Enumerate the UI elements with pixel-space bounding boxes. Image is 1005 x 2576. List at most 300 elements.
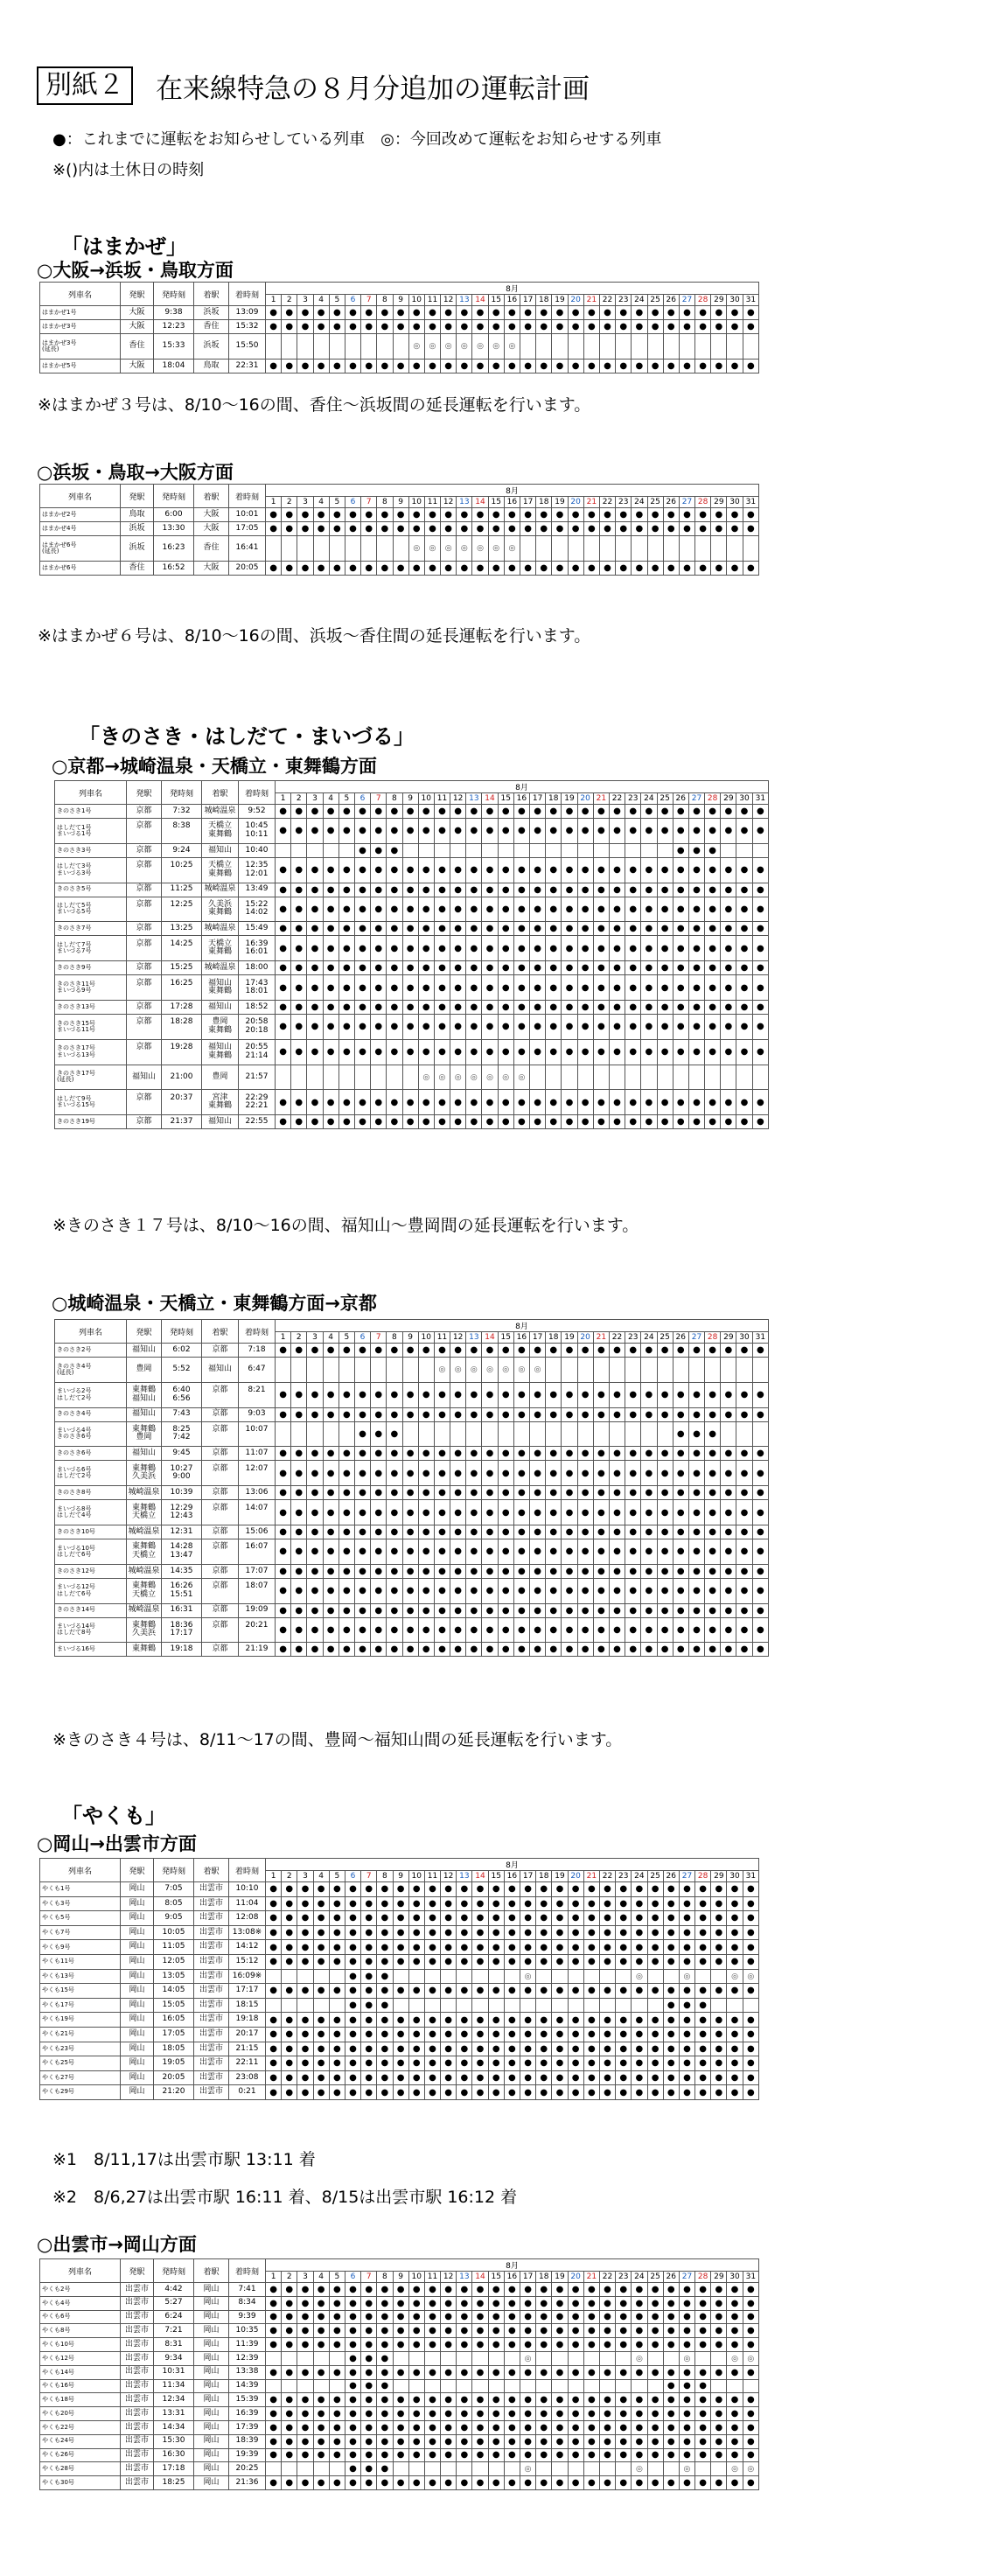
operation-mark: ● [297, 561, 313, 575]
operation-mark: ● [266, 2283, 282, 2297]
operation-mark: ● [450, 857, 466, 883]
operation-mark [291, 843, 307, 857]
cell-line: 大阪 [203, 509, 220, 519]
cell-line: きのさき10号 [57, 1527, 95, 1535]
column-header: 発駅 [121, 485, 154, 508]
operation-mark: ● [552, 359, 568, 373]
destination-station [202, 1039, 239, 1065]
operation-mark: ● [313, 2420, 329, 2434]
operation-mark: ● [338, 922, 354, 936]
operation-mark: ● [536, 1911, 552, 1926]
day-header: 20 [568, 497, 583, 508]
operation-mark: ● [616, 2310, 632, 2324]
operation-mark: ● [418, 1115, 434, 1129]
destination-station [194, 2085, 229, 2100]
day-header: 13 [457, 497, 472, 508]
cell-line: まいづる2号 [57, 1387, 92, 1395]
operation-mark: ● [546, 1090, 562, 1115]
operation-mark [402, 1065, 418, 1090]
cell-line: まいづる13号 [57, 1051, 95, 1058]
operation-mark: ● [361, 1969, 377, 1984]
yakumo-arrival-note: ※2 8/6,27は出雲市駅 16:11 着、8/15は出雲市駅 16:12 着 [52, 2188, 518, 2207]
operation-mark: ● [520, 2420, 536, 2434]
operation-mark: ● [632, 522, 647, 536]
operation-mark: ● [297, 2324, 313, 2338]
day-header: 22 [609, 1332, 625, 1344]
cell-line: 岡山 [203, 2422, 220, 2432]
arrival-time [239, 1115, 276, 1129]
operation-mark: ● [536, 2056, 552, 2071]
operation-mark: ◎ [466, 1358, 482, 1383]
operation-mark: ● [282, 508, 297, 522]
origin-station [121, 1998, 154, 2013]
origin-station [121, 306, 154, 320]
operation-mark: ● [450, 897, 466, 922]
operation-mark: ● [307, 1525, 323, 1539]
operation-mark: ● [387, 922, 402, 936]
operation-mark [504, 2379, 520, 2393]
operation-mark: ● [338, 883, 354, 897]
cell-line: きのさき6号 [57, 1433, 92, 1441]
cell-line: 京都 [212, 1542, 228, 1552]
departure-time [162, 1115, 202, 1129]
operation-mark: ● [679, 2283, 694, 2297]
operation-mark [657, 1421, 673, 1447]
cell-line: 京都 [136, 978, 152, 988]
operation-mark [536, 2379, 552, 2393]
day-header: 31 [752, 793, 768, 805]
cell-line: 16:25 [170, 978, 193, 988]
operation-mark: ● [329, 2070, 345, 2085]
operation-mark: ● [361, 2027, 377, 2042]
operation-mark [711, 536, 727, 562]
operation-mark: ● [752, 1486, 768, 1500]
destination-station [202, 1525, 239, 1539]
operation-mark: ● [313, 2393, 329, 2407]
operation-mark: ● [402, 922, 418, 936]
operation-mark [641, 1421, 657, 1447]
table-row [55, 1014, 769, 1039]
operation-mark [711, 2462, 727, 2476]
operation-mark: ◎ [434, 1065, 450, 1090]
operation-mark: ● [371, 1447, 387, 1461]
operation-mark: ● [552, 508, 568, 522]
day-header: 14 [472, 2272, 488, 2283]
operation-mark: ● [393, 359, 408, 373]
operation-mark: ● [663, 2085, 679, 2100]
arrival-time [229, 1984, 266, 1999]
operation-mark: ● [323, 1578, 338, 1603]
operation-mark: ● [276, 805, 291, 819]
operation-mark: ● [498, 975, 513, 1001]
operation-mark: ● [354, 1603, 370, 1617]
operation-mark: ● [276, 1407, 291, 1421]
operation-mark: ◎ [743, 2351, 758, 2365]
departure-time [162, 975, 202, 1001]
operation-mark: ● [338, 1643, 354, 1657]
operation-mark: ● [482, 1382, 498, 1407]
day-header: 22 [599, 1871, 615, 1882]
section-title: 「やくも」 [61, 1804, 166, 1828]
operation-mark: ● [313, 1984, 329, 1999]
operation-mark: ● [609, 1000, 625, 1014]
direction-title: ○浜坂・鳥取→大阪方面 [37, 462, 234, 483]
operation-mark: ● [736, 1090, 752, 1115]
cell-line: 城崎温泉 [204, 962, 236, 972]
operation-mark: ● [727, 1911, 743, 1926]
operation-mark: ● [625, 1603, 641, 1617]
operation-mark: ● [536, 508, 552, 522]
table-row [40, 1940, 759, 1955]
operation-mark: ● [562, 975, 577, 1001]
operation-mark [695, 1969, 711, 1984]
train-name [40, 561, 121, 575]
train-name [40, 2393, 121, 2407]
operation-mark: ● [424, 1940, 440, 1955]
operation-mark: ● [705, 883, 721, 897]
operation-mark: ● [472, 561, 488, 575]
operation-mark: ● [577, 1039, 593, 1065]
operation-mark: ● [276, 1539, 291, 1564]
day-header: 28 [695, 2272, 711, 2283]
operation-mark: ● [688, 1447, 704, 1461]
operation-mark [387, 1065, 402, 1090]
train-name [55, 922, 127, 936]
operation-mark: ● [688, 897, 704, 922]
operation-mark: ● [482, 1115, 498, 1129]
operation-mark: ● [673, 1421, 688, 1447]
operation-mark: ● [354, 1564, 370, 1578]
cell-line: やくも15号 [42, 1986, 74, 1994]
operation-mark: ● [546, 1461, 562, 1486]
operation-mark: ● [647, 561, 663, 575]
operation-mark: ● [450, 1039, 466, 1065]
cell-line: 岡山 [203, 2477, 220, 2487]
cell-line: 6:24 [164, 2312, 183, 2321]
operation-mark: ● [657, 936, 673, 961]
operation-mark: ● [450, 1500, 466, 1525]
operation-mark: ● [568, 522, 583, 536]
operation-mark: ● [577, 1344, 593, 1358]
operation-mark: ● [616, 320, 632, 334]
cell-line: 20:05 [235, 562, 259, 572]
cell-line: 9:38 [164, 307, 183, 317]
operation-mark: ● [673, 1115, 688, 1129]
operation-mark: ● [488, 2013, 504, 2028]
operation-mark: ● [387, 883, 402, 897]
arrival-time [239, 883, 276, 897]
operation-mark: ● [593, 1564, 609, 1578]
operation-mark: ● [609, 1603, 625, 1617]
operation-mark [599, 536, 615, 562]
operation-mark: ● [276, 1578, 291, 1603]
operation-mark: ● [641, 883, 657, 897]
operation-mark: ● [498, 1578, 513, 1603]
day-header: 6 [354, 793, 370, 805]
operation-mark [520, 2379, 536, 2393]
operation-mark: ● [679, 359, 694, 373]
operation-mark: ● [361, 1984, 377, 1999]
operation-mark [657, 843, 673, 857]
operation-mark: ● [450, 819, 466, 844]
operation-mark: ● [387, 975, 402, 1001]
operation-mark: ● [329, 2085, 345, 2100]
operation-mark: ● [647, 2296, 663, 2310]
cell-line: やくも17号 [42, 2000, 74, 2008]
destination-station [202, 961, 239, 975]
operation-mark: ● [695, 2420, 711, 2434]
operation-mark: ● [307, 897, 323, 922]
month-header: 8月 [276, 1320, 769, 1332]
operation-mark: ● [679, 508, 694, 522]
operation-mark [329, 2351, 345, 2365]
cell-line: 福知山 [131, 1449, 156, 1458]
operation-mark: ● [513, 1486, 529, 1500]
day-header: 1 [266, 2272, 282, 2283]
operation-mark: ● [657, 961, 673, 975]
day-header: 9 [393, 295, 408, 306]
day-header: 8 [377, 497, 393, 508]
operation-mark: ● [641, 1539, 657, 1564]
arrival-time [239, 975, 276, 1001]
operation-mark: ● [711, 2393, 727, 2407]
operation-mark: ● [291, 1617, 307, 1643]
day-header: 10 [408, 2272, 424, 2283]
operation-mark: ● [472, 2448, 488, 2462]
operation-mark: ● [727, 2393, 743, 2407]
operation-mark: ● [695, 2379, 711, 2393]
operation-mark: ● [408, 2070, 424, 2085]
operation-mark: ● [695, 2056, 711, 2071]
cell-line: 出雲市 [124, 2422, 149, 2432]
day-header: 7 [371, 793, 387, 805]
day-header: 26 [663, 497, 679, 508]
operation-mark: ● [498, 1539, 513, 1564]
operation-mark [393, 2379, 408, 2393]
destination-station [194, 1969, 229, 1984]
operation-mark: ● [530, 1617, 546, 1643]
operation-mark: ● [593, 805, 609, 819]
destination-station [194, 2338, 229, 2352]
operation-mark: ● [536, 2393, 552, 2407]
operation-mark: ● [297, 1911, 313, 1926]
operation-mark: ● [546, 1014, 562, 1039]
operation-mark: ● [354, 897, 370, 922]
operation-mark: ● [625, 857, 641, 883]
destination-station [194, 1896, 229, 1911]
destination-station [194, 1998, 229, 2013]
operation-mark: ● [663, 2070, 679, 2085]
cell-line: 13:08※ [232, 1927, 262, 1937]
operation-mark: ● [705, 1500, 721, 1525]
cell-line: 12:25 [170, 900, 193, 910]
operation-mark: ● [504, 2407, 520, 2421]
operation-mark: ● [393, 1882, 408, 1897]
operation-mark: ● [727, 2070, 743, 2085]
operation-mark: ● [520, 2407, 536, 2421]
operation-mark: ● [609, 1447, 625, 1461]
operation-mark [434, 1421, 450, 1447]
operation-mark: ● [530, 883, 546, 897]
operation-mark: ● [657, 1344, 673, 1358]
operation-mark: ● [705, 1421, 721, 1447]
operation-mark: ● [695, 1940, 711, 1955]
operation-mark: ● [679, 2070, 694, 2085]
destination-station [202, 1000, 239, 1014]
departure-time [154, 2056, 194, 2071]
operation-mark: ● [625, 1000, 641, 1014]
operation-mark: ● [743, 1896, 758, 1911]
day-header: 31 [743, 1871, 758, 1882]
direction-title: ○大阪→浜坂・鳥取方面 [37, 260, 234, 281]
operation-mark: ● [552, 2434, 568, 2448]
operation-mark: ● [418, 922, 434, 936]
operation-mark: ● [276, 936, 291, 961]
operation-mark: ● [371, 975, 387, 1001]
cell-line: 12:39 [235, 2353, 259, 2363]
operation-mark: ● [498, 897, 513, 922]
operation-mark: ● [609, 1643, 625, 1657]
operation-mark: ● [282, 2056, 297, 2071]
operation-mark: ● [632, 2407, 647, 2421]
departure-time [162, 1643, 202, 1657]
day-header: 16 [513, 1332, 529, 1344]
operation-mark: ● [424, 2027, 440, 2042]
operation-mark: ● [562, 961, 577, 975]
operation-mark: ● [329, 1911, 345, 1926]
cell-line [127, 988, 161, 995]
operation-mark: ● [673, 961, 688, 975]
departure-time [162, 1358, 202, 1383]
origin-station [121, 2070, 154, 2085]
operation-mark: ● [599, 2324, 615, 2338]
operation-mark [424, 1969, 440, 1984]
cell-line: 20:25 [235, 2464, 259, 2474]
origin-station [121, 2393, 154, 2407]
operation-mark: ● [673, 1447, 688, 1461]
operation-mark: ● [450, 1115, 466, 1129]
day-header: 27 [688, 1332, 704, 1344]
operation-mark [297, 2379, 313, 2393]
operation-mark: ● [727, 2407, 743, 2421]
operation-mark [393, 1969, 408, 1984]
day-header: 9 [393, 1871, 408, 1882]
operation-mark: ● [472, 2027, 488, 2042]
cell-line: 12:34 [162, 2395, 185, 2405]
table-row [55, 857, 769, 883]
cell-line: はしだて7号 [57, 940, 92, 948]
operation-mark: ● [434, 1500, 450, 1525]
departure-time [154, 1911, 194, 1926]
cell-line [162, 870, 201, 878]
operation-mark: ● [393, 2296, 408, 2310]
operation-mark: ● [393, 2283, 408, 2297]
operation-mark: ● [276, 1382, 291, 1407]
day-header: 8 [377, 2272, 393, 2283]
operation-mark: ● [441, 1896, 457, 1911]
operation-mark: ● [504, 1954, 520, 1969]
operation-mark: ● [361, 2013, 377, 2028]
operation-mark: ● [291, 1461, 307, 1486]
operation-mark: ● [599, 320, 615, 334]
operation-mark [688, 1358, 704, 1383]
operation-mark: ● [387, 1603, 402, 1617]
origin-station [127, 1564, 162, 1578]
operation-mark [504, 2351, 520, 2365]
operation-mark: ● [711, 508, 727, 522]
operation-mark: ● [266, 2393, 282, 2407]
operation-mark: ● [625, 1447, 641, 1461]
operation-mark: ● [387, 1421, 402, 1447]
operation-mark: ● [307, 1643, 323, 1657]
operation-mark: ● [743, 359, 758, 373]
train-name [55, 897, 127, 922]
arrival-time [239, 1539, 276, 1564]
origin-station [121, 2420, 154, 2434]
operation-mark: ● [577, 1447, 593, 1461]
operation-mark: ● [377, 1925, 393, 1940]
operation-mark: ◎ [679, 1969, 694, 1984]
operation-mark [609, 1421, 625, 1447]
day-header: 12 [441, 2272, 457, 2283]
day-header: 23 [616, 1871, 632, 1882]
operation-mark: ● [530, 1643, 546, 1657]
operation-mark: ● [736, 975, 752, 1001]
day-header: 17 [530, 1332, 546, 1344]
day-header: 17 [520, 2272, 536, 2283]
operation-mark: ● [387, 1344, 402, 1358]
departure-time [154, 522, 194, 536]
cell-line: 16:39 [235, 2408, 259, 2418]
cell-line: 京都 [212, 1644, 228, 1654]
operation-mark: ● [393, 2476, 408, 2490]
cell-line: 出雲市 [199, 1927, 223, 1937]
arrival-time [229, 2434, 266, 2448]
operation-mark: ● [387, 1617, 402, 1643]
operation-mark: ● [679, 2365, 694, 2379]
operation-mark: ● [625, 805, 641, 819]
operation-mark: ● [752, 857, 768, 883]
operation-mark: ● [482, 857, 498, 883]
operation-mark: ● [695, 2338, 711, 2352]
operation-mark: ● [583, 306, 599, 320]
operation-mark [402, 843, 418, 857]
operation-mark: ● [266, 1940, 282, 1955]
operation-mark: ● [498, 1525, 513, 1539]
cell-line: はしだて4号 [57, 1511, 92, 1519]
cell-line: 京都 [136, 845, 152, 855]
origin-station [121, 2283, 154, 2297]
operation-mark: ● [393, 2027, 408, 2042]
operation-mark [663, 334, 679, 360]
operation-mark: ● [313, 359, 329, 373]
operation-mark: ● [721, 1115, 736, 1129]
operation-mark: ● [520, 2056, 536, 2071]
cell-line: 出雲市 [124, 2312, 149, 2321]
operation-mark: ● [513, 1525, 529, 1539]
operation-mark: ● [418, 1447, 434, 1461]
operation-mark: ● [552, 2393, 568, 2407]
operation-mark: ● [705, 1564, 721, 1578]
cell-line: 6:40 [172, 1386, 191, 1395]
cell-line: 18:28 [170, 1017, 193, 1027]
operation-mark: ● [418, 961, 434, 975]
day-header: 12 [441, 497, 457, 508]
day-header: 13 [457, 2272, 472, 2283]
operation-mark: ● [663, 2393, 679, 2407]
train-name [55, 857, 127, 883]
operation-mark [520, 334, 536, 360]
